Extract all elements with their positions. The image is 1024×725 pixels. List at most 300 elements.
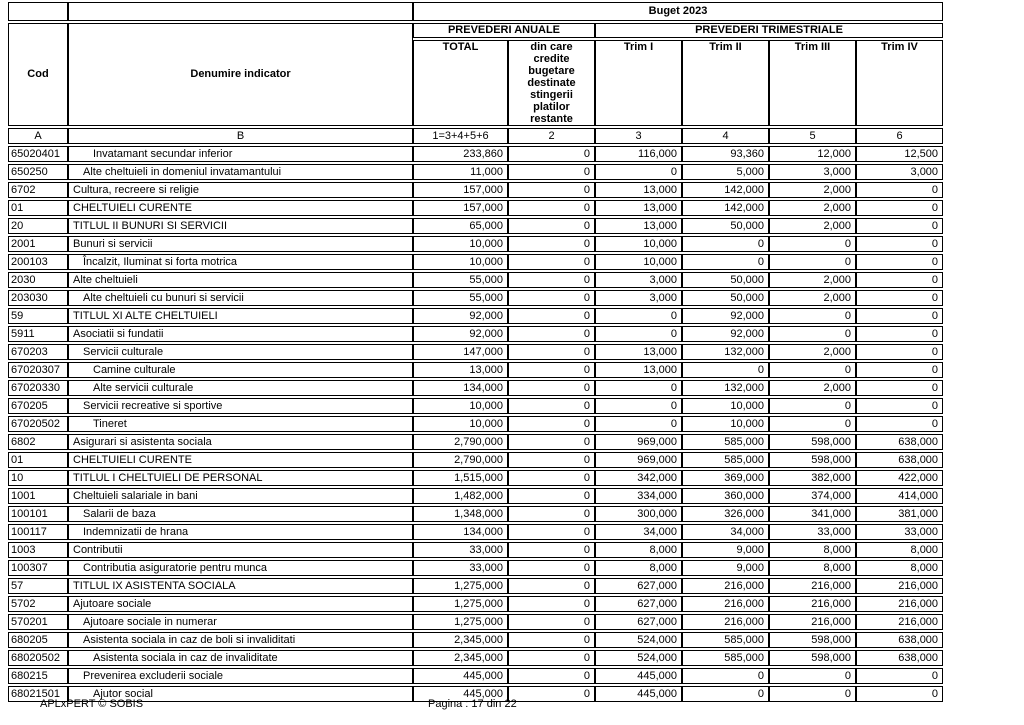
row-denumire-cell: Alte cheltuieli: [68, 272, 413, 288]
row-total-cell: 1,348,000: [413, 506, 508, 522]
row-trim4-cell: 8,000: [856, 560, 943, 576]
row-trim4-cell: 0: [856, 668, 943, 684]
table-row: [8, 560, 943, 576]
row-trim4-cell: 0: [856, 272, 943, 288]
row-trim1-cell: 116,000: [595, 146, 682, 162]
row-trim2-cell: 216,000: [682, 596, 769, 612]
row-trim4-cell: 216,000: [856, 596, 943, 612]
row-trim3-cell: 0: [769, 254, 856, 270]
row-trim4-cell: 638,000: [856, 434, 943, 450]
row-total-cell: 13,000: [413, 362, 508, 378]
row-credite-cell: 0: [508, 182, 595, 198]
row-credite-cell: 0: [508, 596, 595, 612]
row-cod-cell: 6802: [8, 434, 68, 450]
table-row: [8, 218, 943, 234]
row-denumire-cell: Indemnizatii de hrana: [68, 524, 413, 540]
row-cod-cell: 67020330: [8, 380, 68, 396]
row-trim1-cell: 0: [595, 308, 682, 324]
row-denumire-cell: TITLUL II BUNURI SI SERVICII: [68, 218, 413, 234]
row-total-cell: 157,000: [413, 182, 508, 198]
group-header-quarterly: PREVEDERI TRIMESTRIALE: [595, 23, 943, 38]
row-trim2-cell: 34,000: [682, 524, 769, 540]
row-trim4-cell: 0: [856, 326, 943, 342]
row-total-cell: 1,275,000: [413, 596, 508, 612]
row-cod-cell: 01: [8, 200, 68, 216]
row-total-cell: 233,860: [413, 146, 508, 162]
row-credite-cell: 0: [508, 272, 595, 288]
row-trim4-cell: 12,500: [856, 146, 943, 162]
row-trim1-cell: 445,000: [595, 686, 682, 702]
row-trim4-cell: 0: [856, 344, 943, 360]
table-row: [8, 146, 943, 162]
table-row: [8, 344, 943, 360]
table-row: [8, 596, 943, 612]
row-total-cell: 445,000: [413, 686, 508, 702]
row-trim1-cell: 445,000: [595, 668, 682, 684]
row-denumire-cell: Ajutoare sociale in numerar: [68, 614, 413, 630]
row-trim4-cell: 414,000: [856, 488, 943, 504]
row-trim4-cell: 0: [856, 398, 943, 414]
row-trim2-cell: 10,000: [682, 398, 769, 414]
row-cod-cell: 1003: [8, 542, 68, 558]
row-trim4-cell: 0: [856, 380, 943, 396]
row-cod-cell: 570201: [8, 614, 68, 630]
index-cell-4: 4: [682, 128, 769, 144]
col-header-trim3: Trim III: [769, 40, 856, 126]
row-cod-cell: 2030: [8, 272, 68, 288]
row-trim2-cell: 0: [682, 362, 769, 378]
row-credite-cell: 0: [508, 344, 595, 360]
table-row: [8, 416, 943, 432]
row-denumire-cell: Bunuri si servicii: [68, 236, 413, 252]
row-trim2-cell: 216,000: [682, 614, 769, 630]
row-trim4-cell: 8,000: [856, 542, 943, 558]
header-empty-denumire-cell: [68, 2, 413, 21]
row-trim1-cell: 10,000: [595, 254, 682, 270]
row-total-cell: 92,000: [413, 308, 508, 324]
table-row: [8, 272, 943, 288]
row-credite-cell: 0: [508, 470, 595, 486]
index-cell-b: B: [68, 128, 413, 144]
row-total-cell: 10,000: [413, 416, 508, 432]
budget-year-title: Buget 2023: [413, 2, 943, 21]
row-cod-cell: 203030: [8, 290, 68, 306]
table-row: [8, 182, 943, 198]
row-denumire-cell: Ajutoare sociale: [68, 596, 413, 612]
row-trim2-cell: 0: [682, 254, 769, 270]
row-denumire-cell: Alte cheltuieli in domeniul invatamantului: [68, 164, 413, 180]
row-trim2-cell: 132,000: [682, 380, 769, 396]
row-credite-cell: 0: [508, 506, 595, 522]
row-trim2-cell: 369,000: [682, 470, 769, 486]
row-trim1-cell: 0: [595, 416, 682, 432]
row-total-cell: 65,000: [413, 218, 508, 234]
row-trim2-cell: 5,000: [682, 164, 769, 180]
row-credite-cell: 0: [508, 524, 595, 540]
budget-table: [8, 0, 943, 704]
row-total-cell: 2,345,000: [413, 650, 508, 666]
table-row: [8, 452, 943, 468]
row-denumire-cell: Asistenta sociala in caz de boli si invaliditati: [68, 632, 413, 648]
row-total-cell: 147,000: [413, 344, 508, 360]
row-total-cell: 55,000: [413, 272, 508, 288]
row-total-cell: 445,000: [413, 668, 508, 684]
row-trim1-cell: 8,000: [595, 542, 682, 558]
row-cod-cell: 59: [8, 308, 68, 324]
row-trim4-cell: 0: [856, 362, 943, 378]
row-trim2-cell: 216,000: [682, 578, 769, 594]
table-row: [8, 200, 943, 216]
row-credite-cell: 0: [508, 218, 595, 234]
row-cod-cell: 68021501: [8, 686, 68, 702]
row-trim2-cell: 50,000: [682, 218, 769, 234]
row-trim4-cell: 638,000: [856, 650, 943, 666]
row-trim2-cell: 92,000: [682, 308, 769, 324]
row-trim2-cell: 326,000: [682, 506, 769, 522]
table-row: [8, 542, 943, 558]
row-credite-cell: 0: [508, 164, 595, 180]
row-trim4-cell: 216,000: [856, 614, 943, 630]
row-total-cell: 1,515,000: [413, 470, 508, 486]
row-cod-cell: 68020502: [8, 650, 68, 666]
row-trim1-cell: 10,000: [595, 236, 682, 252]
row-total-cell: 2,790,000: [413, 434, 508, 450]
row-trim4-cell: 0: [856, 308, 943, 324]
row-credite-cell: 0: [508, 362, 595, 378]
row-trim3-cell: 8,000: [769, 542, 856, 558]
row-denumire-cell: Tineret: [68, 416, 413, 432]
table-row: [8, 578, 943, 594]
row-trim3-cell: 0: [769, 308, 856, 324]
table-row: [8, 380, 943, 396]
row-credite-cell: 0: [508, 578, 595, 594]
row-trim3-cell: 0: [769, 686, 856, 702]
row-total-cell: 10,000: [413, 254, 508, 270]
row-denumire-cell: Prevenirea excluderii sociale: [68, 668, 413, 684]
row-credite-cell: 0: [508, 398, 595, 414]
row-total-cell: 134,000: [413, 380, 508, 396]
row-trim1-cell: 0: [595, 398, 682, 414]
row-trim2-cell: 0: [682, 236, 769, 252]
table-row: [8, 290, 943, 306]
row-trim4-cell: 0: [856, 218, 943, 234]
row-total-cell: 10,000: [413, 236, 508, 252]
row-trim4-cell: 0: [856, 416, 943, 432]
row-cod-cell: 57: [8, 578, 68, 594]
row-trim3-cell: 0: [769, 398, 856, 414]
table-row: [8, 668, 943, 684]
row-trim3-cell: 598,000: [769, 632, 856, 648]
row-denumire-cell: Ajutor social: [68, 686, 413, 702]
row-trim3-cell: 0: [769, 326, 856, 342]
row-cod-cell: 01: [8, 452, 68, 468]
row-trim2-cell: 9,000: [682, 542, 769, 558]
row-denumire-cell: Asigurari si asistenta sociala: [68, 434, 413, 450]
row-credite-cell: 0: [508, 434, 595, 450]
group-header-annual: PREVEDERI ANUALE: [413, 23, 595, 38]
row-trim1-cell: 0: [595, 164, 682, 180]
row-denumire-cell: Salarii de baza: [68, 506, 413, 522]
table-row: [8, 506, 943, 522]
row-trim2-cell: 50,000: [682, 290, 769, 306]
row-trim2-cell: 585,000: [682, 650, 769, 666]
row-total-cell: 10,000: [413, 398, 508, 414]
row-trim4-cell: 0: [856, 686, 943, 702]
row-total-cell: 1,482,000: [413, 488, 508, 504]
row-trim1-cell: 3,000: [595, 272, 682, 288]
row-cod-cell: 680205: [8, 632, 68, 648]
row-trim3-cell: 12,000: [769, 146, 856, 162]
index-cell-2: 2: [508, 128, 595, 144]
row-trim1-cell: 13,000: [595, 362, 682, 378]
row-trim3-cell: 8,000: [769, 560, 856, 576]
row-credite-cell: 0: [508, 254, 595, 270]
row-cod-cell: 10: [8, 470, 68, 486]
row-credite-cell: 0: [508, 668, 595, 684]
row-trim3-cell: 341,000: [769, 506, 856, 522]
row-trim1-cell: 627,000: [595, 596, 682, 612]
row-trim3-cell: 216,000: [769, 578, 856, 594]
row-trim3-cell: 598,000: [769, 650, 856, 666]
row-trim2-cell: 585,000: [682, 434, 769, 450]
row-credite-cell: 0: [508, 560, 595, 576]
table-row: [8, 326, 943, 342]
table-row: [8, 362, 943, 378]
row-trim3-cell: 598,000: [769, 452, 856, 468]
row-trim3-cell: 2,000: [769, 290, 856, 306]
row-credite-cell: 0: [508, 488, 595, 504]
row-trim2-cell: 142,000: [682, 182, 769, 198]
table-row: [8, 236, 943, 252]
row-credite-cell: 0: [508, 686, 595, 702]
row-credite-cell: 0: [508, 542, 595, 558]
budget-rows: [8, 146, 943, 702]
row-denumire-cell: TITLUL IX ASISTENTA SOCIALA: [68, 578, 413, 594]
header-row-index: [8, 128, 943, 144]
row-trim3-cell: 0: [769, 362, 856, 378]
row-trim1-cell: 0: [595, 326, 682, 342]
row-total-cell: 134,000: [413, 524, 508, 540]
row-total-cell: 2,790,000: [413, 452, 508, 468]
row-trim1-cell: 13,000: [595, 200, 682, 216]
row-cod-cell: 65020401: [8, 146, 68, 162]
row-trim4-cell: 216,000: [856, 578, 943, 594]
row-cod-cell: 67020307: [8, 362, 68, 378]
row-denumire-cell: Invatamant secundar inferior: [68, 146, 413, 162]
row-trim4-cell: 638,000: [856, 632, 943, 648]
col-header-total: TOTAL: [413, 40, 508, 126]
row-cod-cell: 100117: [8, 524, 68, 540]
row-trim1-cell: 524,000: [595, 632, 682, 648]
row-denumire-cell: Contributii: [68, 542, 413, 558]
row-trim2-cell: 10,000: [682, 416, 769, 432]
row-credite-cell: 0: [508, 236, 595, 252]
index-cell-3: 3: [595, 128, 682, 144]
row-trim2-cell: 585,000: [682, 452, 769, 468]
row-total-cell: 2,345,000: [413, 632, 508, 648]
row-trim4-cell: 0: [856, 236, 943, 252]
table-row: [8, 398, 943, 414]
row-cod-cell: 67020502: [8, 416, 68, 432]
col-header-cod: Cod: [8, 23, 68, 126]
row-trim1-cell: 969,000: [595, 452, 682, 468]
row-denumire-cell: Servicii culturale: [68, 344, 413, 360]
row-cod-cell: 20: [8, 218, 68, 234]
table-row: [8, 164, 943, 180]
row-credite-cell: 0: [508, 290, 595, 306]
row-trim3-cell: 3,000: [769, 164, 856, 180]
row-trim4-cell: 381,000: [856, 506, 943, 522]
row-denumire-cell: Alte servicii culturale: [68, 380, 413, 396]
row-trim3-cell: 2,000: [769, 200, 856, 216]
row-credite-cell: 0: [508, 416, 595, 432]
row-trim3-cell: 33,000: [769, 524, 856, 540]
row-trim3-cell: 2,000: [769, 218, 856, 234]
row-trim1-cell: 8,000: [595, 560, 682, 576]
row-trim2-cell: 93,360: [682, 146, 769, 162]
row-denumire-cell: Asociatii si fundatii: [68, 326, 413, 342]
col-header-trim4: Trim IV: [856, 40, 943, 126]
row-trim3-cell: 2,000: [769, 380, 856, 396]
row-trim4-cell: 422,000: [856, 470, 943, 486]
index-cell-5: 5: [769, 128, 856, 144]
header-row-title: [8, 2, 943, 21]
index-cell-6: 6: [856, 128, 943, 144]
row-trim2-cell: 585,000: [682, 632, 769, 648]
row-trim2-cell: 142,000: [682, 200, 769, 216]
row-credite-cell: 0: [508, 308, 595, 324]
row-trim3-cell: 216,000: [769, 596, 856, 612]
row-trim1-cell: 3,000: [595, 290, 682, 306]
row-trim3-cell: 374,000: [769, 488, 856, 504]
footer-app-credit: APLxPERT © SOBIS: [40, 698, 144, 710]
row-trim3-cell: 2,000: [769, 182, 856, 198]
row-denumire-cell: CHELTUIELI CURENTE: [68, 200, 413, 216]
row-trim4-cell: 0: [856, 182, 943, 198]
table-row: [8, 434, 943, 450]
col-header-denumire: Denumire indicator: [68, 23, 413, 126]
row-trim1-cell: 34,000: [595, 524, 682, 540]
row-denumire-cell: Cultura, recreere si religie: [68, 182, 413, 198]
row-denumire-cell: Alte cheltuieli cu bunuri si servicii: [68, 290, 413, 306]
index-cell-a: A: [8, 128, 68, 144]
row-credite-cell: 0: [508, 200, 595, 216]
row-cod-cell: 1001: [8, 488, 68, 504]
row-trim2-cell: 92,000: [682, 326, 769, 342]
row-credite-cell: 0: [508, 614, 595, 630]
row-trim2-cell: 0: [682, 668, 769, 684]
row-credite-cell: 0: [508, 452, 595, 468]
row-total-cell: 157,000: [413, 200, 508, 216]
row-trim1-cell: 342,000: [595, 470, 682, 486]
row-trim1-cell: 300,000: [595, 506, 682, 522]
footer-page-number: Pagina : 17 din 22: [428, 698, 517, 710]
row-total-cell: 33,000: [413, 542, 508, 558]
row-trim1-cell: 627,000: [595, 578, 682, 594]
row-trim3-cell: 0: [769, 236, 856, 252]
row-cod-cell: 6702: [8, 182, 68, 198]
row-trim4-cell: 0: [856, 254, 943, 270]
row-total-cell: 55,000: [413, 290, 508, 306]
row-denumire-cell: TITLUL XI ALTE CHELTUIELI: [68, 308, 413, 324]
row-trim2-cell: 132,000: [682, 344, 769, 360]
row-denumire-cell: Încalzit, Iluminat si forta motrica: [68, 254, 413, 270]
row-trim3-cell: 0: [769, 416, 856, 432]
row-trim1-cell: 0: [595, 380, 682, 396]
row-trim2-cell: 0: [682, 686, 769, 702]
row-trim4-cell: 638,000: [856, 452, 943, 468]
row-total-cell: 1,275,000: [413, 614, 508, 630]
row-denumire-cell: Asistenta sociala in caz de invaliditate: [68, 650, 413, 666]
row-credite-cell: 0: [508, 650, 595, 666]
row-cod-cell: 650250: [8, 164, 68, 180]
row-denumire-cell: Servicii recreative si sportive: [68, 398, 413, 414]
row-trim1-cell: 969,000: [595, 434, 682, 450]
row-total-cell: 11,000: [413, 164, 508, 180]
row-trim2-cell: 50,000: [682, 272, 769, 288]
row-cod-cell: 670203: [8, 344, 68, 360]
row-denumire-cell: Contributia asiguratorie pentru munca: [68, 560, 413, 576]
row-credite-cell: 0: [508, 632, 595, 648]
row-trim3-cell: 0: [769, 668, 856, 684]
row-cod-cell: 2001: [8, 236, 68, 252]
index-cell-1: 1=3+4+5+6: [413, 128, 508, 144]
header-empty-cod-cell: [8, 2, 68, 21]
row-trim4-cell: 0: [856, 290, 943, 306]
row-cod-cell: 100307: [8, 560, 68, 576]
row-denumire-cell: TITLUL I CHELTUIELI DE PERSONAL: [68, 470, 413, 486]
col-header-trim1: Trim I: [595, 40, 682, 126]
row-trim4-cell: 3,000: [856, 164, 943, 180]
row-denumire-cell: CHELTUIELI CURENTE: [68, 452, 413, 468]
table-row: [8, 650, 943, 666]
row-trim4-cell: 33,000: [856, 524, 943, 540]
table-row: [8, 632, 943, 648]
row-trim2-cell: 9,000: [682, 560, 769, 576]
row-total-cell: 92,000: [413, 326, 508, 342]
row-trim1-cell: 13,000: [595, 218, 682, 234]
table-row: [8, 470, 943, 486]
row-total-cell: 33,000: [413, 560, 508, 576]
row-trim3-cell: 382,000: [769, 470, 856, 486]
col-header-credite: din care credite bugetare destinate stingerii platilor restante: [508, 40, 595, 126]
row-trim1-cell: 13,000: [595, 182, 682, 198]
row-trim1-cell: 334,000: [595, 488, 682, 504]
table-row: [8, 308, 943, 324]
table-row: [8, 524, 943, 540]
row-trim1-cell: 524,000: [595, 650, 682, 666]
row-cod-cell: 680215: [8, 668, 68, 684]
row-cod-cell: 100101: [8, 506, 68, 522]
row-denumire-cell: Cheltuieli salariale in bani: [68, 488, 413, 504]
row-credite-cell: 0: [508, 380, 595, 396]
row-cod-cell: 200103: [8, 254, 68, 270]
row-total-cell: 1,275,000: [413, 578, 508, 594]
row-trim1-cell: 627,000: [595, 614, 682, 630]
row-denumire-cell: Camine culturale: [68, 362, 413, 378]
row-cod-cell: 670205: [8, 398, 68, 414]
row-cod-cell: 5702: [8, 596, 68, 612]
row-trim4-cell: 0: [856, 200, 943, 216]
header-row-groups: [8, 23, 943, 38]
row-trim3-cell: 2,000: [769, 272, 856, 288]
row-credite-cell: 0: [508, 326, 595, 342]
table-row: [8, 488, 943, 504]
col-header-trim2: Trim II: [682, 40, 769, 126]
row-trim1-cell: 13,000: [595, 344, 682, 360]
row-trim3-cell: 2,000: [769, 344, 856, 360]
row-trim2-cell: 360,000: [682, 488, 769, 504]
